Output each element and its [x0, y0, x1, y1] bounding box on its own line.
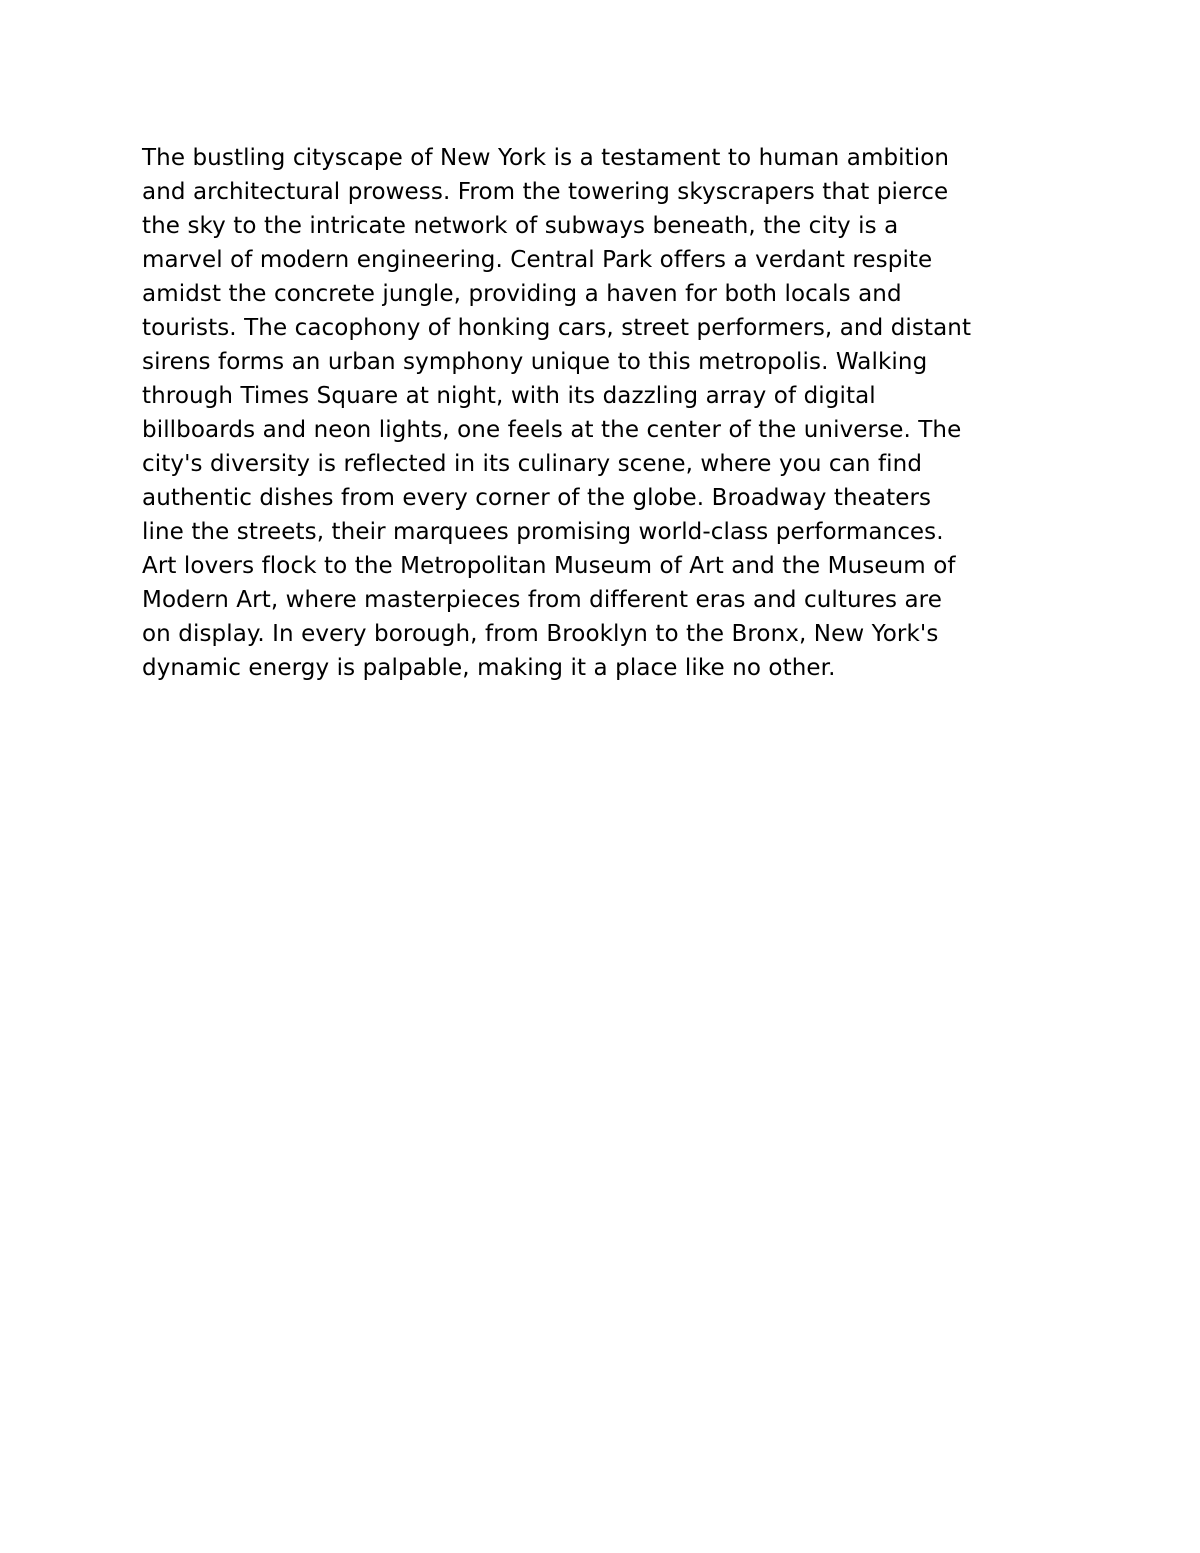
- paragraph-line: tourists. The cacophony of honking cars, street performers, and distant: [142, 315, 972, 341]
- paragraph-line: through Times Square at night, with its dazzling array of digital: [142, 383, 876, 409]
- paragraph-line: billboards and neon lights, one feels at the center of the universe. The: [142, 417, 962, 443]
- paragraph-line: sirens forms an urban symphony unique to this metropolis. Walking: [142, 349, 928, 375]
- paragraph-line: The bustling cityscape of New York is a testament to human ambition: [142, 145, 950, 171]
- paragraph-line: Art lovers flock to the Metropolitan Museum of Art and the Museum of: [142, 553, 956, 579]
- paragraph-line: Modern Art, where masterpieces from different eras and cultures are: [142, 587, 942, 613]
- paragraph-line: marvel of modern engineering. Central Park offers a verdant respite: [142, 247, 933, 273]
- paragraph-line: city's diversity is reflected in its culinary scene, where you can find: [142, 451, 923, 477]
- body-paragraph: [142, 141, 1062, 685]
- paragraph-line: on display. In every borough, from Brooklyn to the Bronx, New York's: [142, 621, 939, 647]
- paragraph-line: line the streets, their marquees promising world-class performances.: [142, 519, 944, 545]
- paragraph-line: and architectural prowess. From the towering skyscrapers that pierce: [142, 179, 949, 205]
- paragraph-line: amidst the concrete jungle, providing a haven for both locals and: [142, 281, 902, 307]
- paragraph-line: authentic dishes from every corner of the globe. Broadway theaters: [142, 485, 932, 511]
- paragraph-line: the sky to the intricate network of subways beneath, the city is a: [142, 213, 899, 239]
- paragraph-line: dynamic energy is palpable, making it a place like no other.: [142, 655, 836, 681]
